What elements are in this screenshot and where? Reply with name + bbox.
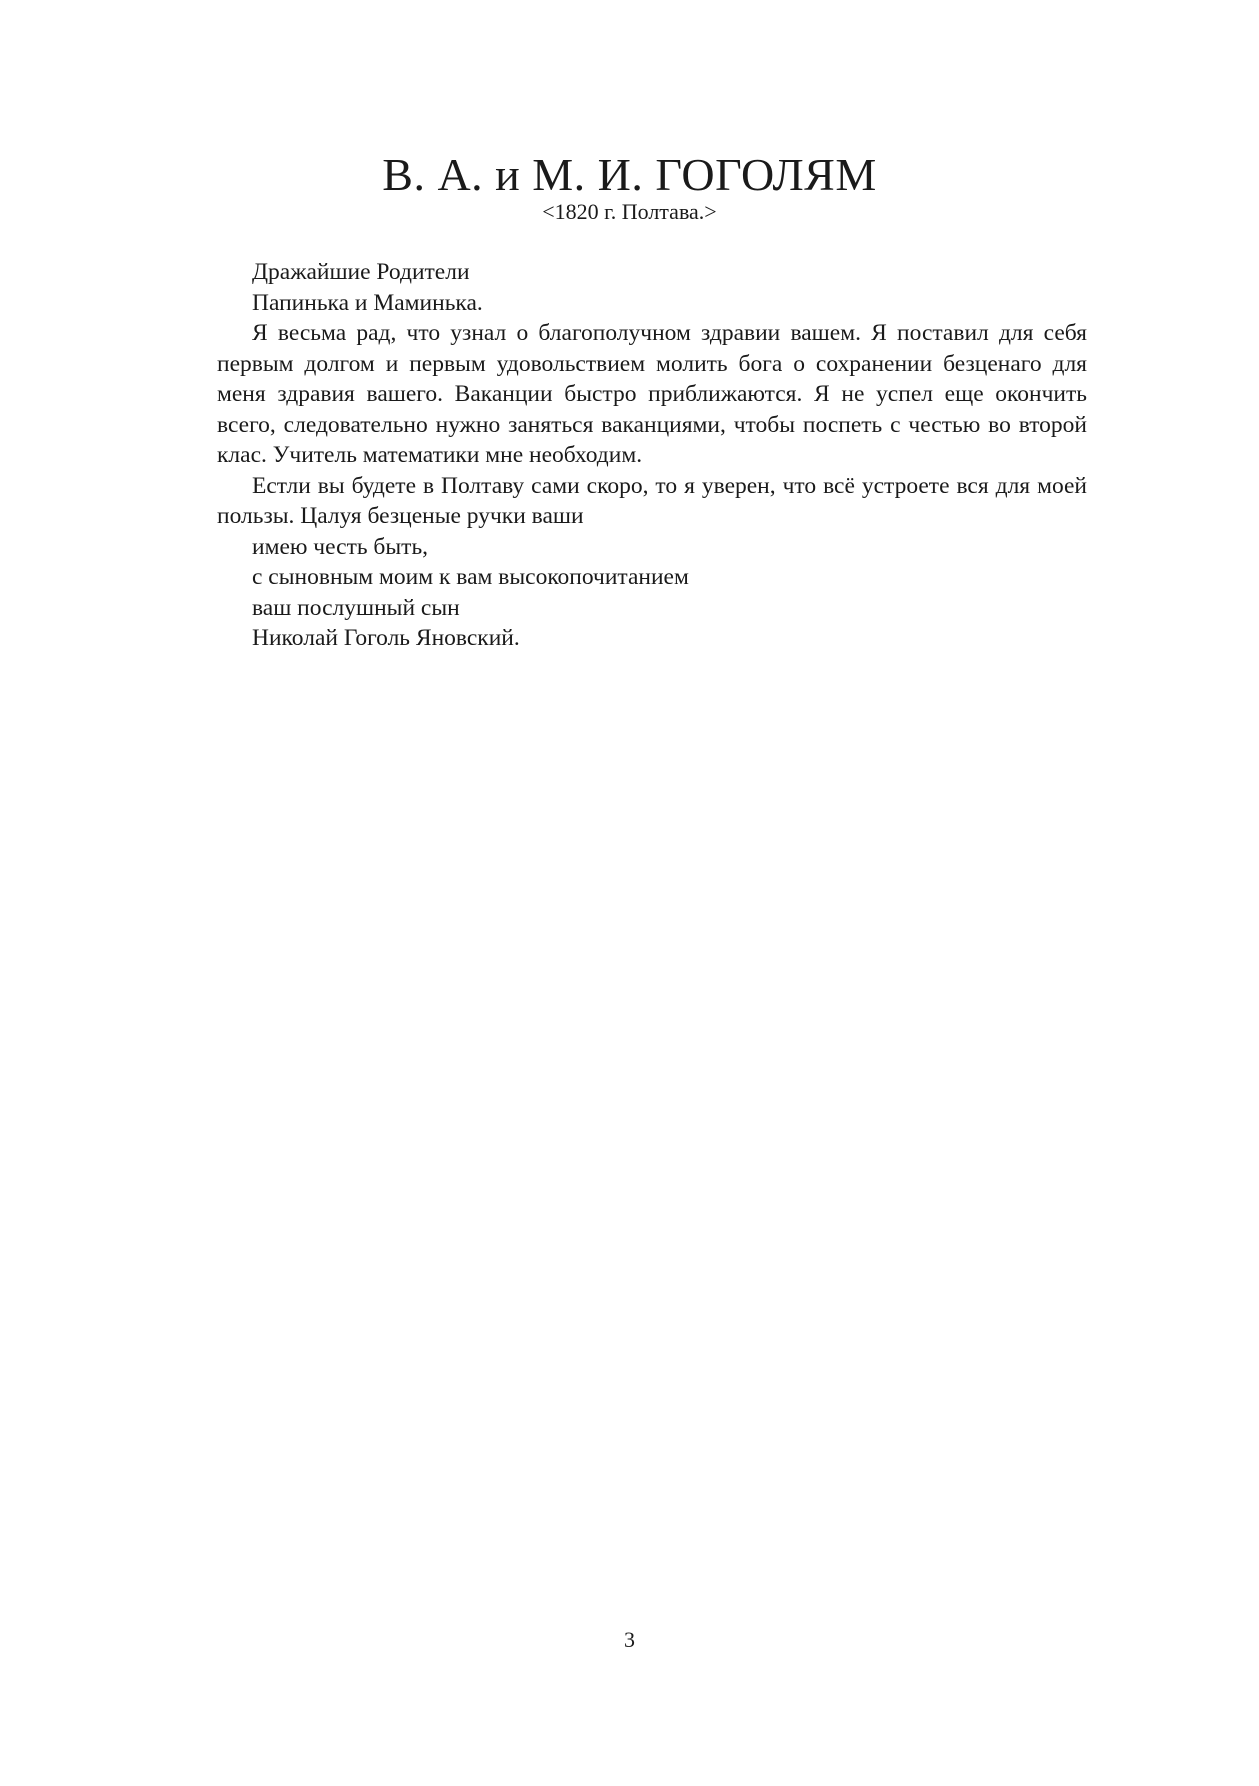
letter-paragraph-2: Естли вы будете в Полтаву сами скоро, то я уверен, что всё устроете вся для моей пользы. Цалуя безценые ручки ваши xyxy=(217,472,1087,529)
page-number: 3 xyxy=(624,1627,635,1652)
salutation-line-2: Папинька и Маминька. xyxy=(252,289,483,316)
letter-title: В. А. и М. И. ГОГОЛЯМ xyxy=(382,149,877,200)
letter-dateline: <1820 г. Полтава.> xyxy=(542,199,717,224)
salutation-line-1: Дражайшие Родители xyxy=(252,259,470,285)
closing-line-2: с сыновным моим к вам высокопочитанием xyxy=(252,564,689,590)
letter-body xyxy=(217,257,1087,654)
closing-line-1: имею честь быть, xyxy=(252,533,429,560)
closing-line-3: ваш послушный сын xyxy=(252,594,460,621)
letter-paragraph-1: Я весьма рад, что узнал о благополучном здравии вашем. Я поставил для себя первым долгом и первым удовольствием молить бога о сохранении безценаго для меня здравия вашего. Ваканции быстро приближаются. Я не успел еще окончить всего, следовательно нужно заняться ваканциями, чтобы поспеть с честью во второй клас. Учитель математики мне необходим. xyxy=(217,320,1087,468)
signature: Николай Гоголь Яновский. xyxy=(252,625,520,651)
